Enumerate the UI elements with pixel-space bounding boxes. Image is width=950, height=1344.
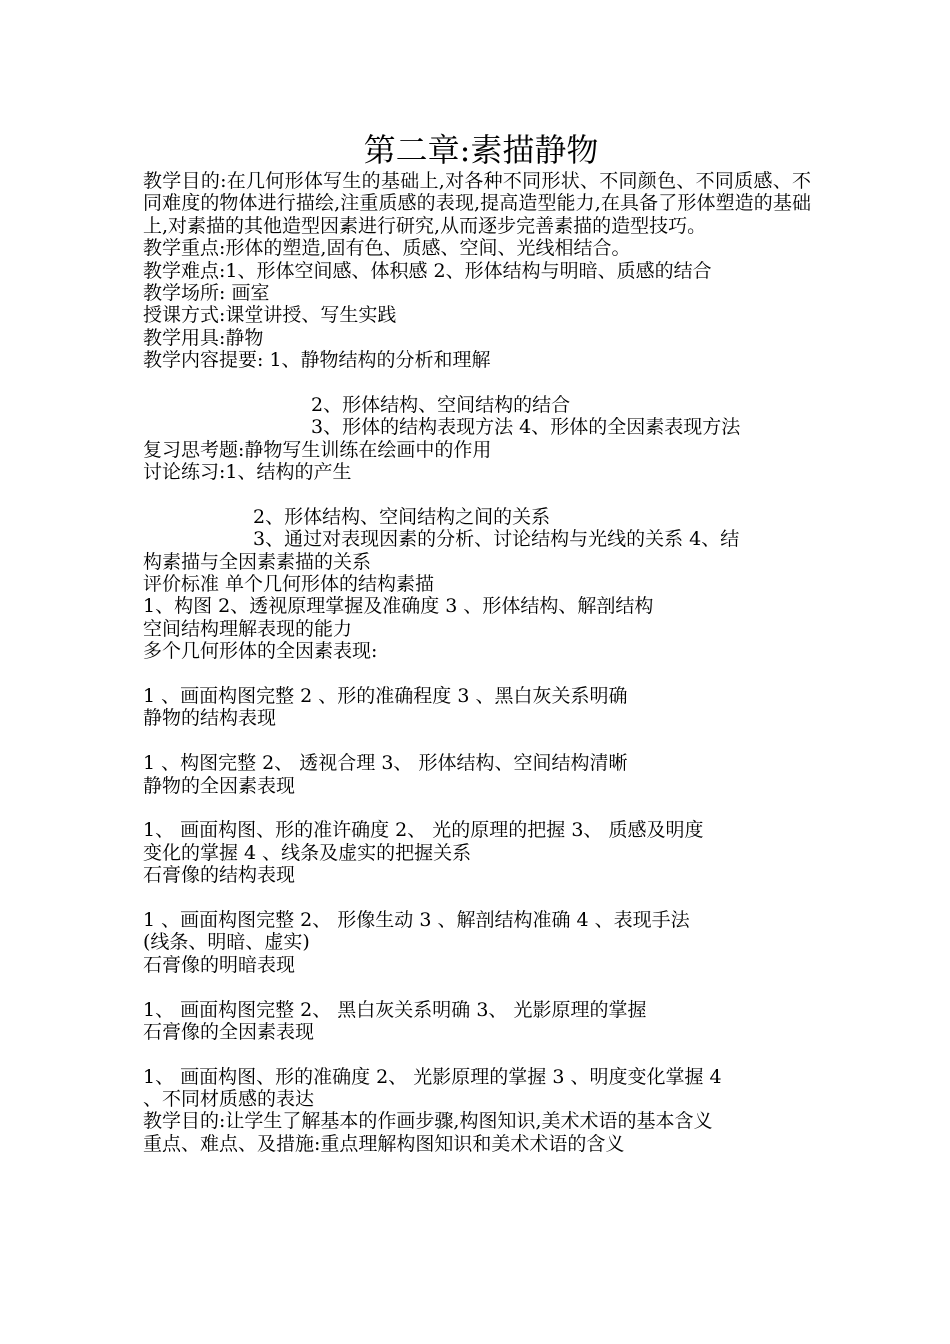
chapter-title: 第二章:素描静物: [363, 131, 599, 169]
venue-line: 教学场所: 画室: [143, 282, 270, 304]
bust-shade-heading: 石膏像的明暗表现: [143, 953, 296, 976]
teaching-goal-paragraph: 教学目的:在几何形体写生的基础上,对各种不同形状、不同颜色、不同质感、不同难度的物体进行描绘,注重质感的表现,提高造型能力,在具备了形体塑造的基础上,对素描的其他造型因素进行研究,从而逐步完善素描的造型技巧。: [143, 170, 811, 237]
outline-line-3: 3、形体的结构表现方法 4、形体的全因素表现方法: [311, 416, 741, 439]
bust-full-line-a: 1、 画面构图、形的准确度 2、 光影原理的掌握 3 、明度变化掌握 4: [143, 1065, 722, 1088]
still-full-line-a: 1、 画面构图、形的准许确度 2、 光的原理的把握 3、 质感及明度: [143, 819, 704, 842]
spacer: [143, 1043, 811, 1065]
spacer: [143, 797, 811, 819]
still-structure-items: 1 、构图完整 2、 透视合理 3、 形体结构、空间结构清晰: [143, 752, 628, 775]
tools-line: 教学用具:静物: [143, 326, 264, 349]
teaching-goal-2-paragraph: 教学目的:让学生了解基本的作画步骤,构图知识,美术术语的基本含义: [143, 1110, 713, 1133]
discussion-line-2: 2、形体结构、空间结构之间的关系: [253, 505, 551, 528]
bust-full-heading: 石膏像的全因素表现: [143, 1020, 315, 1043]
bust-structure-line-b: (线条、明暗、虚实): [143, 931, 310, 954]
outline-line-1: 教学内容提要: 1、静物结构的分析和理解: [143, 349, 491, 372]
review-line: 复习思考题:静物写生训练在绘画中的作用: [143, 438, 492, 461]
bust-shade-items: 1、 画面构图完整 2、 黑白灰关系明确 3、 光影原理的掌握: [143, 998, 647, 1021]
key-points-line: 教学重点:形体的塑造,固有色、质感、空间、光线相结合。: [143, 237, 631, 260]
focus-measures-line: 重点、难点、及措施:重点理解构图知识和美术术语的含义: [143, 1132, 625, 1155]
spacer: [143, 663, 811, 685]
still-structure-heading: 静物的结构表现: [143, 707, 277, 730]
spacer: [143, 887, 811, 909]
difficulties-line: 教学难点:1、形体空间感、体积感 2、形体结构与明暗、质感的结合: [143, 259, 712, 282]
criteria-single-line-a: 1、构图 2、透视原理掌握及准确度 3 、形体结构、解剖结构: [143, 595, 654, 618]
still-full-heading: 静物的全因素表现: [143, 774, 296, 797]
multi-form-items: 1 、画面构图完整 2 、形的准确程度 3 、黑白灰关系明确: [143, 685, 628, 708]
discussion-line-3b: 构素描与全因素素描的关系: [143, 550, 372, 573]
criteria-single-line-b: 空间结构理解表现的能力: [143, 617, 353, 640]
method-line: 授课方式:课堂讲授、写生实践: [143, 304, 397, 327]
bust-structure-line-a: 1 、画面构图完整 2、 形像生动 3 、解剖结构准确 4 、表现手法: [143, 908, 690, 931]
spacer: [143, 976, 811, 998]
spacer: [143, 372, 811, 394]
bust-full-line-b: 、不同材质感的表达: [143, 1088, 315, 1111]
spacer: [143, 484, 811, 506]
outline-line-2: 2、形体结构、空间结构的结合: [311, 393, 571, 416]
multi-form-heading: 多个几何形体的全因素表现:: [143, 640, 378, 663]
discussion-line-3a: 3、通过对表现因素的分析、讨论结构与光线的关系 4、结: [253, 528, 740, 551]
still-full-line-b: 变化的掌握 4 、线条及虚实的把握关系: [143, 841, 472, 864]
criteria-heading: 评价标准 单个几何形体的结构素描: [143, 573, 435, 596]
document-body: [143, 170, 811, 1155]
discussion-line-1: 讨论练习:1、结构的产生: [143, 461, 352, 484]
spacer: [143, 730, 811, 752]
bust-structure-heading: 石膏像的结构表现: [143, 864, 296, 887]
